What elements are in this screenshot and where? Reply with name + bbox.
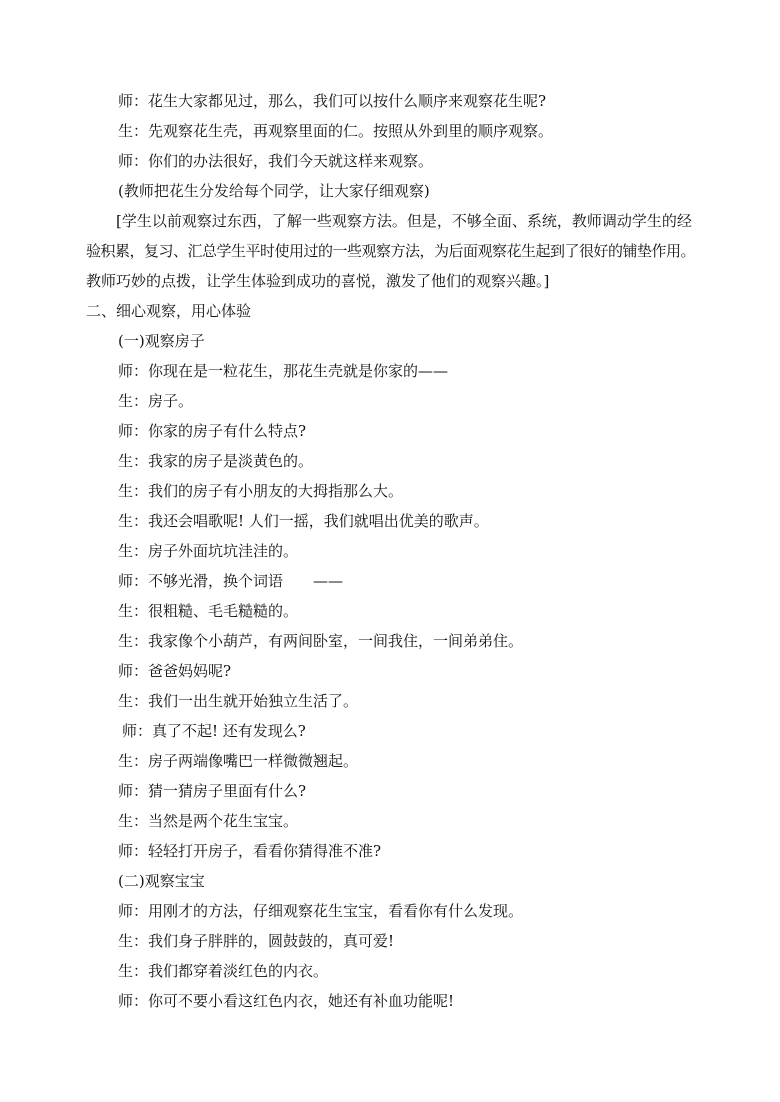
- dialogue-line: 师：真了不起! 还有发现么?: [122, 722, 306, 740]
- subsection-heading: (二)观察宝宝: [118, 872, 205, 890]
- stage-note: (教师把花生分发给每个同学，让大家仔细观察): [118, 182, 430, 200]
- dialogue-line: 师：花生大家都见过，那么，我们可以按什么顺序来观察花生呢?: [118, 92, 547, 110]
- dialogue-line: 生：我们一出生就开始独立生活了。: [118, 692, 359, 710]
- document-page: [86, 86, 726, 1016]
- commentary-line: [学生以前观察过东西，了解一些观察方法。但是，不够全面、系统，教师调动学生的经: [116, 212, 692, 230]
- dialogue-line: 生：房子。: [118, 392, 194, 410]
- subsection-heading: (一)观察房子: [118, 332, 205, 350]
- dialogue-line: 生：先观察花生壳，再观察里面的仁。按照从外到里的顺序观察。: [118, 122, 554, 140]
- dialogue-line: 生：我们的房子有小朋友的大拇指那么大。: [118, 482, 404, 500]
- dialogue-line: 生：我们都穿着淡红色的内衣。: [118, 962, 329, 980]
- dialogue-line: 生：很粗糙、毛毛糙糙的。: [118, 602, 299, 620]
- dialogue-line: 生：房子外面坑坑洼洼的。: [118, 542, 299, 560]
- dialogue-line: 生：我们身子胖胖的，圆鼓鼓的，真可爱!: [118, 932, 395, 950]
- section-heading: 二、细心观察，用心体验: [86, 302, 252, 320]
- dialogue-line: 师：不够光滑，换个词语 ——: [118, 572, 344, 590]
- dialogue-line: 生：我家的房子是淡黄色的。: [118, 452, 314, 470]
- dialogue-line: 生：我还会唱歌呢! 人们一摇，我们就唱出优美的歌声。: [118, 512, 489, 530]
- commentary-line: 教师巧妙的点拨，让学生体验到成功的喜悦，激发了他们的观察兴趣。]: [86, 272, 550, 290]
- dialogue-line: 师：你现在是一粒花生，那花生壳就是你家的——: [118, 362, 449, 380]
- dialogue-line: 师：猜一猜房子里面有什么?: [118, 782, 307, 800]
- dialogue-line: 师：轻轻打开房子，看看你猜得准不准?: [118, 842, 382, 860]
- dialogue-line: 师：你家的房子有什么特点?: [118, 422, 307, 440]
- dialogue-line: 师：你们的办法很好，我们今天就这样来观察。: [118, 152, 434, 170]
- dialogue-line: 生：房子两端像嘴巴一样微微翘起。: [118, 752, 359, 770]
- dialogue-line: 师：爸爸妈妈呢?: [118, 662, 232, 680]
- commentary-line: 验积累，复习、汇总学生平时使用过的一些观察方法，为后面观察花生起到了很好的铺垫作用。: [86, 242, 696, 260]
- dialogue-line: 生：当然是两个花生宝宝。: [118, 812, 299, 830]
- dialogue-line: 师：用刚才的方法，仔细观察花生宝宝，看看你有什么发现。: [118, 902, 524, 920]
- dialogue-line: 师：你可不要小看这红色内衣，她还有补血功能呢!: [118, 992, 455, 1010]
- dialogue-line: 生：我家像个小葫芦，有两间卧室，一间我住，一间弟弟住。: [118, 632, 524, 650]
